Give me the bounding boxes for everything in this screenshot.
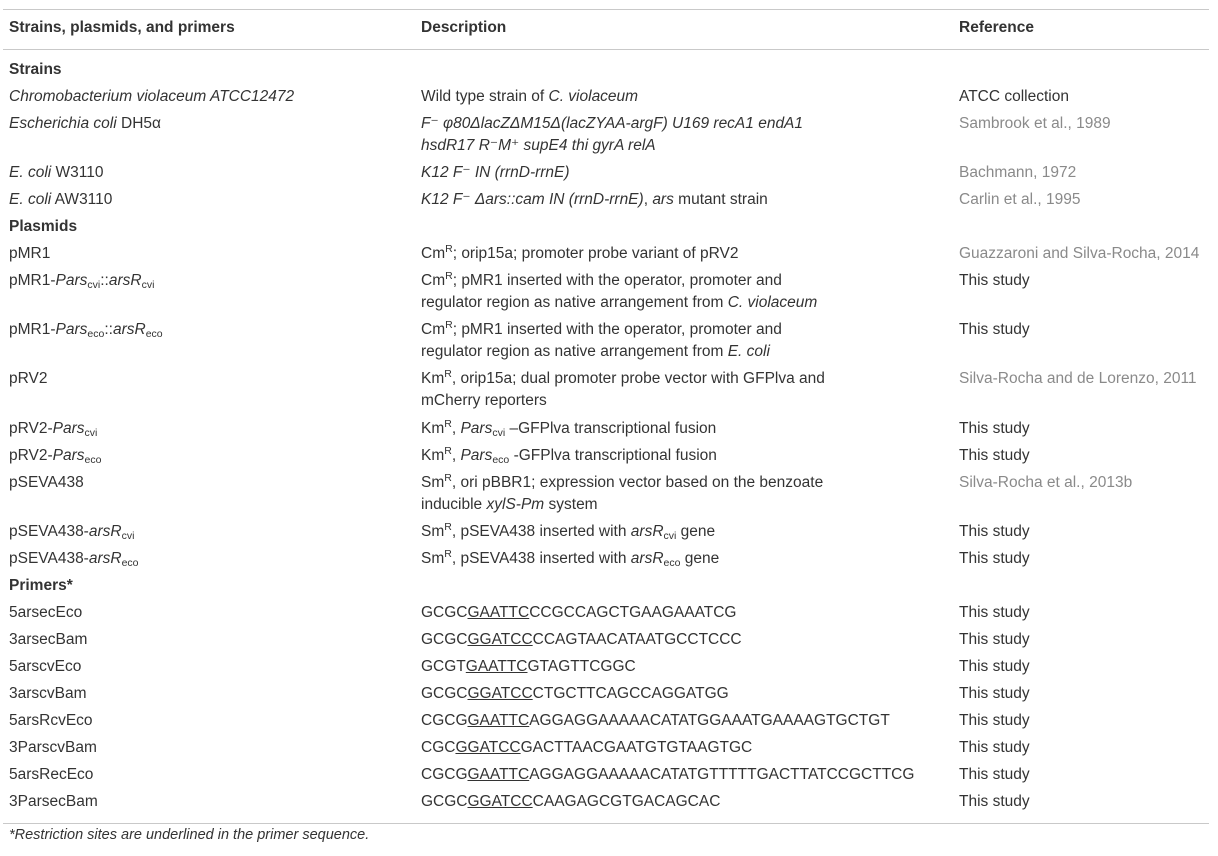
plasmid-ref: Silva-Rocha et al., 2013b [959,474,1133,491]
plasmid-desc-line2: inducible xylS-Pm system [421,496,598,513]
primer-name: 3arsecBam [9,631,88,648]
plasmid-name: pSEVA438-arsR$_{cvi}$ [9,523,135,542]
sequence-suffix: AGGAGGAAAAACATATGGAAATGAAAAGTGCTGT [529,712,890,729]
strain-desc-line1: F⁻ φ80ΔlacZΔM15Δ(lacZYAA-argF) U169 recA1 endA1 [421,115,804,132]
section-primers: Primers* [9,577,73,594]
plasmid-name: pMR1 [9,245,51,262]
plasmid-name: pRV2 [9,370,48,387]
sequence-prefix: GCGC [421,793,468,810]
sequence-suffix: CCAGTAACATAATGCCTCCC [532,631,742,648]
primer-ref: This study [959,631,1030,648]
strain-desc: K12 F⁻ IN (rrnD-rrnE) [421,164,570,181]
plasmid-name: pMR1-Pars$_{cvi}$::arsR$_{cvi}$ [9,272,155,291]
plasmid-desc-line1: $Cm^R$; pMR1 inserted with the operator, promoter and [421,319,782,338]
restriction-site: GGATCC [467,793,533,810]
plasmid-desc: $Km^R$, Pars$_{eco}$ -GFPlva transcriptional fusion [421,445,717,466]
plasmid-ref: Silva-Rocha and de Lorenzo, 2011 [959,370,1197,387]
header-col2: Description [421,19,507,36]
plasmid-desc-line1: $Cm^R$; pMR1 inserted with the operator, promoter and [421,270,782,289]
table-top-rule [3,9,1209,10]
strain-name: Chromobacterium violaceum ATCC12472 [9,88,295,105]
sequence-prefix: GCGC [421,685,468,702]
plasmid-desc: $Sm^R$, pSEVA438 inserted with arsR$_{eco}$ gene [421,548,720,569]
sequence-suffix: GACTTAACGAATGTGTAAGTGC [520,739,753,756]
sequence-suffix: CCGCCAGCTGAAGAAATCG [529,604,737,621]
plasmid-name: pSEVA438 [9,474,84,491]
strain-name: E. coli AW3110 [9,191,113,208]
plasmid-name: pSEVA438-arsR$_{eco}$ [9,550,139,569]
strain-desc: K12 F⁻ Δars::cam IN (rrnD-rrnE), ars mutant strain [421,191,768,208]
primer-ref: This study [959,793,1030,810]
header-col3: Reference [959,19,1034,36]
header-col1: Strains, plasmids, and primers [9,19,235,36]
section-plasmids: Plasmids [9,218,78,235]
sequence-prefix: GCGC [421,604,468,621]
primer-name: 3arscvBam [9,685,87,702]
plasmid-ref: This study [959,321,1030,338]
restriction-site: GAATTC [465,658,528,675]
plasmid-desc: $Sm^R$, pSEVA438 inserted with arsR$_{cvi}$ gene [421,521,716,542]
plasmid-desc-line1: $Sm^R$, ori pBBR1; expression vector based on the benzoate [421,472,824,491]
primer-name: 5arsRcvEco [9,712,93,729]
primer-sequence [421,629,742,651]
strain-ref: ATCC collection [959,88,1069,105]
plasmid-desc-line1: $Km^R$, orip15a; dual promoter probe vector with GFPlva and [421,368,825,387]
sequence-prefix: GCGT [421,658,466,675]
plasmid-desc-line2: regulator region as native arrangement from C. violaceum [421,294,818,311]
strain-desc-line2: hsdR17 R⁻M⁺ supE4 thi gyrA relA [421,137,656,154]
primer-ref: This study [959,712,1030,729]
primer-sequence [421,737,752,759]
plasmid-ref: Guazzaroni and Silva-Rocha, 2014 [959,245,1200,262]
strain-name: Escherichia coli DH5α [9,115,161,132]
plasmid-desc: $Cm^R$; orip15a; promoter probe variant of pRV2 [421,243,739,262]
primer-sequence [421,710,890,732]
restriction-site: GGATCC [455,739,521,756]
primer-name: 3ParsecBam [9,793,98,810]
strain-ref: Sambrook et al., 1989 [959,115,1111,132]
plasmid-ref: This study [959,523,1030,540]
sequence-prefix: CGCG [421,712,468,729]
plasmid-desc-line2: regulator region as native arrangement from E. coli [421,343,770,360]
sequence-prefix: CGC [421,739,456,756]
plasmid-name: pMR1-Pars$_{eco}$::arsR$_{eco}$ [9,321,163,340]
primer-name: 5arscvEco [9,658,82,675]
sequence-suffix: CTGCTTCAGCCAGGATGG [532,685,729,702]
restriction-site: GAATTC [467,604,530,621]
primer-name: 5arsecEco [9,604,83,621]
strain-name: E. coli W3110 [9,164,104,181]
primer-sequence [421,764,914,786]
primer-sequence [421,656,636,678]
plasmid-desc: $Km^R$, Pars$_{cvi}$ –GFPlva transcriptional fusion [421,418,717,439]
strain-ref: Bachmann, 1972 [959,164,1077,181]
restriction-site: GAATTC [467,766,530,783]
primer-sequence [421,602,736,624]
primer-ref: This study [959,685,1030,702]
primer-ref: This study [959,739,1030,756]
plasmid-ref: This study [959,420,1030,437]
sequence-suffix: AGGAGGAAAAACATATGTTTTTGACTTATCCGCTTCG [529,766,915,783]
table-footnote: *Restriction sites are underlined in the primer sequence. [9,827,370,843]
plasmid-ref: This study [959,272,1030,289]
primer-name: 3ParscvBam [9,739,97,756]
section-strains: Strains [9,61,62,78]
plasmid-ref: This study [959,447,1030,464]
plasmid-name: pRV2-Pars$_{cvi}$ [9,420,98,439]
header-rule [3,49,1209,50]
primer-sequence [421,791,720,813]
table-bottom-rule [3,823,1209,824]
primer-ref: This study [959,766,1030,783]
primer-name: 5arsRecEco [9,766,94,783]
restriction-site: GGATCC [467,685,533,702]
restriction-site: GGATCC [467,631,533,648]
restriction-site: GAATTC [467,712,530,729]
primer-ref: This study [959,604,1030,621]
strain-desc: Wild type strain of C. violaceum [421,88,639,105]
primer-ref: This study [959,658,1030,675]
plasmid-name: pRV2-Pars$_{eco}$ [9,447,102,466]
primer-sequence [421,683,729,705]
sequence-suffix: GTAGTTCGGC [527,658,636,675]
plasmid-desc-line2: mCherry reporters [421,392,547,409]
plasmid-ref: This study [959,550,1030,567]
strain-ref: Carlin et al., 1995 [959,191,1081,208]
sequence-suffix: CAAGAGCGTGACAGCAC [532,793,721,810]
sequence-prefix: CGCG [421,766,468,783]
sequence-prefix: GCGC [421,631,468,648]
